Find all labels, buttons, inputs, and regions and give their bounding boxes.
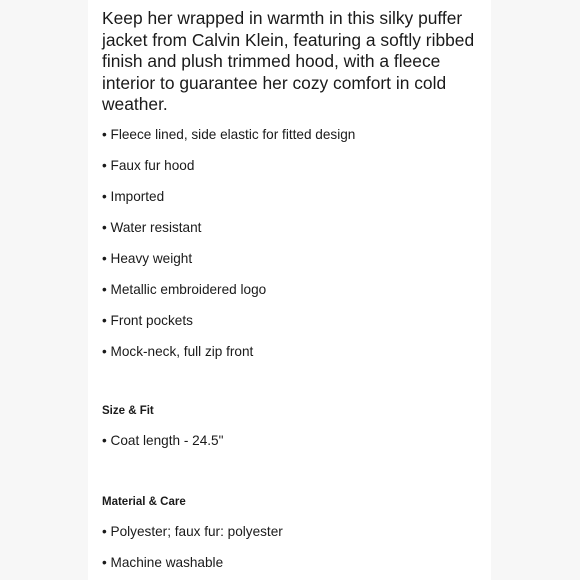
feature-item: • Water resistant	[102, 220, 202, 235]
feature-item: • Heavy weight	[102, 251, 193, 266]
material-care-item: • Polyester; faux fur: polyester	[102, 524, 283, 539]
feature-item: • Imported	[102, 189, 165, 204]
material-care-heading: Material & Care	[102, 496, 186, 508]
feature-item: • Front pockets	[102, 313, 193, 328]
size-fit-item: • Coat length - 24.5"	[102, 433, 224, 448]
feature-list	[102, 125, 487, 373]
feature-item: • Fleece lined, side elastic for fitted design	[102, 127, 356, 142]
feature-item: • Mock-neck, full zip front	[102, 344, 254, 359]
size-fit-heading: Size & Fit	[102, 405, 154, 417]
feature-item: • Metallic embroidered logo	[102, 282, 267, 297]
feature-item: • Faux fur hood	[102, 158, 195, 173]
product-details-panel	[88, 0, 491, 580]
material-care-item: • Machine washable	[102, 555, 224, 570]
product-description: Keep her wrapped in warmth in this silky puffer jacket from Calvin Klein, featuring a softly ribbed finish and plush trimmed hood, with a fleece interior to guarantee her cozy comfort in cold weather.	[102, 8, 475, 114]
